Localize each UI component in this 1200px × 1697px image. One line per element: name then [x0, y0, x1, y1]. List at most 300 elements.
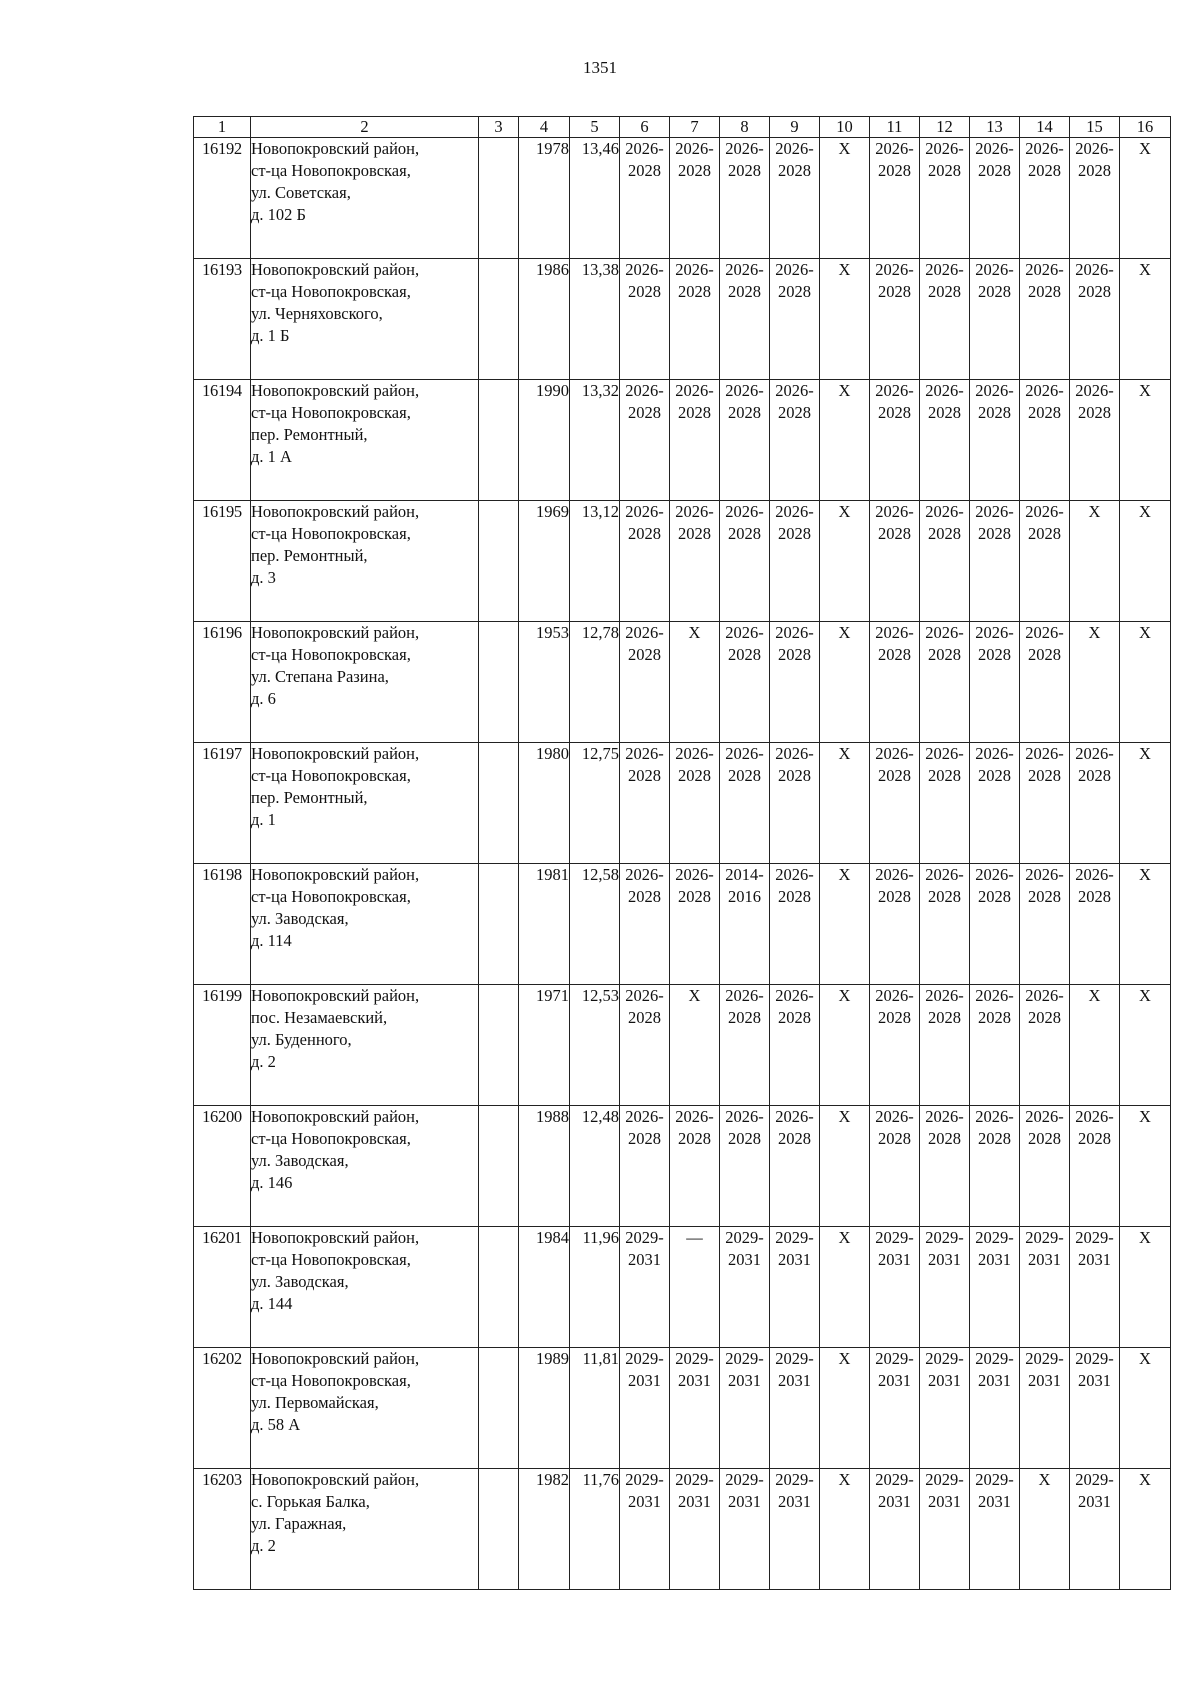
period-cell-col-9	[770, 622, 820, 743]
address-cell	[251, 1469, 479, 1590]
period-cell-col-12	[920, 1227, 970, 1348]
period-line: 2028	[978, 524, 1011, 543]
period-line: 2026-	[875, 139, 914, 158]
period-line: X	[838, 865, 851, 884]
value-cell: 12,78	[570, 622, 620, 743]
period-line: 2028	[1028, 524, 1061, 543]
period-cell-col-15	[1070, 864, 1120, 985]
period-line: X	[838, 139, 851, 158]
period-cell-col-12	[920, 1106, 970, 1227]
period-line: 2028	[778, 1008, 811, 1027]
period-cell-col-15	[1070, 622, 1120, 743]
column-header-12: 12	[920, 117, 970, 138]
period-line: 2026-	[1025, 381, 1064, 400]
record-number-cell: 16202	[194, 1348, 251, 1469]
period-cell-col-13	[970, 864, 1020, 985]
period-line: 2029-	[1025, 1228, 1064, 1247]
period-line: 2028	[1028, 1008, 1061, 1027]
address-line: ул. Заводская,	[251, 1272, 349, 1291]
period-cell-col-7	[670, 138, 720, 259]
period-line: 2026-	[625, 502, 664, 521]
period-cell-col-9	[770, 743, 820, 864]
period-line: 2026-	[875, 986, 914, 1005]
address-line: ст-ца Новопокровская,	[251, 524, 411, 543]
period-cell-col-7	[670, 1469, 720, 1590]
period-line: 2029-	[925, 1228, 964, 1247]
period-cell-col-15	[1070, 380, 1120, 501]
period-line: 2026-	[875, 381, 914, 400]
period-line: 2026-	[675, 1107, 714, 1126]
period-cell-col-16	[1120, 1469, 1171, 1590]
period-line: 2028	[1078, 766, 1111, 785]
address-line: д. 3	[251, 568, 276, 587]
address-line: д. 2	[251, 1052, 276, 1071]
period-line: 2029-	[875, 1228, 914, 1247]
value-cell: 12,53	[570, 985, 620, 1106]
period-line: X	[1139, 381, 1151, 400]
record-number-cell: 16203	[194, 1469, 251, 1590]
period-line: 2028	[728, 645, 761, 664]
period-line: 2028	[928, 766, 961, 785]
period-line: 2029-	[975, 1470, 1014, 1489]
period-cell-col-9	[770, 501, 820, 622]
address-line: ул. Заводская,	[251, 909, 349, 928]
period-cell-col-16	[1120, 1106, 1171, 1227]
period-line: 2028	[928, 524, 961, 543]
year-cell: 1986	[519, 259, 570, 380]
period-line: 2031	[728, 1492, 761, 1511]
period-line: 2028	[978, 403, 1011, 422]
period-line: 2031	[878, 1250, 911, 1269]
value-cell: 12,75	[570, 743, 620, 864]
period-cell-col-6	[620, 259, 670, 380]
period-line: 2026-	[725, 986, 764, 1005]
period-line: 2028	[978, 1129, 1011, 1148]
period-line: X	[838, 744, 851, 763]
period-line: 2029-	[1075, 1470, 1114, 1489]
period-line: 2026-	[1025, 623, 1064, 642]
period-line: 2028	[628, 282, 661, 301]
column-3-cell	[479, 864, 519, 985]
period-cell-col-12	[920, 1348, 970, 1469]
period-line: 2028	[878, 1129, 911, 1148]
value-cell: 13,38	[570, 259, 620, 380]
period-cell-col-11	[870, 380, 920, 501]
column-header-10: 10	[820, 117, 870, 138]
table-row	[194, 259, 1171, 380]
period-cell-col-15	[1070, 985, 1120, 1106]
period-line: 2028	[678, 1129, 711, 1148]
address-line: д. 114	[251, 931, 292, 950]
period-cell-col-16	[1120, 138, 1171, 259]
period-cell-col-12	[920, 743, 970, 864]
period-line: X	[838, 1228, 851, 1247]
period-line: X	[1139, 502, 1151, 521]
period-line: 2028	[778, 766, 811, 785]
period-line: 2028	[728, 766, 761, 785]
period-line: 2031	[878, 1492, 911, 1511]
period-cell-col-10	[820, 1348, 870, 1469]
period-line: 2028	[878, 1008, 911, 1027]
record-number-cell: 16192	[194, 138, 251, 259]
period-cell-col-15	[1070, 501, 1120, 622]
period-line: 2031	[878, 1371, 911, 1390]
period-line: 2031	[1028, 1250, 1061, 1269]
period-cell-col-8	[720, 864, 770, 985]
record-number-cell: 16197	[194, 743, 251, 864]
address-line: ст-ца Новопокровская,	[251, 766, 411, 785]
period-line: X	[838, 502, 851, 521]
period-cell-col-12	[920, 259, 970, 380]
period-line: 2031	[978, 1492, 1011, 1511]
period-line: 2028	[628, 161, 661, 180]
period-line: 2028	[628, 1008, 661, 1027]
year-cell: 1971	[519, 985, 570, 1106]
period-line: 2026-	[775, 260, 814, 279]
period-cell-col-10	[820, 1227, 870, 1348]
period-cell-col-12	[920, 864, 970, 985]
period-line: 2028	[778, 161, 811, 180]
period-line: 2026-	[625, 865, 664, 884]
period-line: 2026-	[925, 865, 964, 884]
period-line: 2029-	[925, 1349, 964, 1368]
period-line: 2026-	[1075, 744, 1114, 763]
column-header-6: 6	[620, 117, 670, 138]
record-number-cell: 16196	[194, 622, 251, 743]
period-line: 2026-	[925, 986, 964, 1005]
address-line: Новопокровский район,	[251, 1228, 420, 1247]
period-cell-col-9	[770, 380, 820, 501]
record-number-cell: 16193	[194, 259, 251, 380]
value-cell: 13,46	[570, 138, 620, 259]
period-cell-col-10	[820, 1469, 870, 1590]
period-line: X	[838, 1107, 851, 1126]
period-line: 2028	[878, 645, 911, 664]
period-line: 2028	[928, 1008, 961, 1027]
period-line: 2029-	[975, 1228, 1014, 1247]
period-line: 2028	[1078, 1129, 1111, 1148]
period-line: 2026-	[925, 139, 964, 158]
period-line: 2031	[628, 1250, 661, 1269]
period-line: 2031	[778, 1250, 811, 1269]
period-cell-col-11	[870, 1469, 920, 1590]
year-cell: 1969	[519, 501, 570, 622]
column-3-cell	[479, 501, 519, 622]
period-cell-col-11	[870, 864, 920, 985]
period-line: 2026-	[675, 139, 714, 158]
address-line: ул. Гаражная,	[251, 1514, 347, 1533]
period-cell-col-6	[620, 622, 670, 743]
record-number-cell: 16195	[194, 501, 251, 622]
period-cell-col-16	[1120, 1227, 1171, 1348]
period-line: 2028	[1078, 282, 1111, 301]
column-header-2: 2	[251, 117, 479, 138]
period-line: 2026-	[775, 139, 814, 158]
period-line: 2028	[728, 403, 761, 422]
period-cell-col-15	[1070, 1469, 1120, 1590]
period-line: 2028	[1028, 1129, 1061, 1148]
address-cell	[251, 1227, 479, 1348]
period-line: 2026-	[925, 623, 964, 642]
period-cell-col-8	[720, 380, 770, 501]
period-line: 2026-	[1025, 260, 1064, 279]
period-cell-col-16	[1120, 259, 1171, 380]
period-line: 2026-	[1075, 139, 1114, 158]
period-cell-col-11	[870, 1106, 920, 1227]
address-line: Новопокровский район,	[251, 623, 420, 642]
period-cell-col-9	[770, 1106, 820, 1227]
address-line: д. 1 А	[251, 447, 292, 466]
address-line: Новопокровский район,	[251, 1470, 420, 1489]
period-line: 2026-	[1025, 986, 1064, 1005]
year-cell: 1989	[519, 1348, 570, 1469]
period-line: 2028	[1078, 403, 1111, 422]
period-cell-col-13	[970, 1227, 1020, 1348]
period-cell-col-14	[1020, 1227, 1070, 1348]
period-line: 2028	[878, 282, 911, 301]
period-line: 2026-	[775, 502, 814, 521]
column-header-8: 8	[720, 117, 770, 138]
period-line: 2031	[1078, 1371, 1111, 1390]
period-line: 2026-	[725, 744, 764, 763]
address-line: Новопокровский район,	[251, 1349, 420, 1368]
period-line: 2026-	[875, 502, 914, 521]
address-line: д. 144	[251, 1294, 293, 1313]
period-line: 2031	[778, 1492, 811, 1511]
period-line: 2028	[678, 161, 711, 180]
column-header-1: 1	[194, 117, 251, 138]
period-line: 2031	[1028, 1371, 1061, 1390]
period-cell-col-12	[920, 1469, 970, 1590]
period-cell-col-7	[670, 622, 720, 743]
period-cell-col-7	[670, 501, 720, 622]
period-line: 2026-	[725, 139, 764, 158]
period-line: 2026-	[725, 502, 764, 521]
value-cell: 13,32	[570, 380, 620, 501]
period-line: 2026-	[975, 623, 1014, 642]
address-line: пос. Незамаевский,	[251, 1008, 388, 1027]
period-cell-col-14	[1020, 622, 1070, 743]
period-line: 2026-	[1075, 260, 1114, 279]
column-header-16: 16	[1120, 117, 1171, 138]
year-cell: 1982	[519, 1469, 570, 1590]
period-line: 2028	[728, 282, 761, 301]
period-line: 2028	[678, 403, 711, 422]
period-cell-col-6	[620, 864, 670, 985]
period-line: 2029-	[625, 1228, 664, 1247]
address-line: ул. Буденного,	[251, 1030, 352, 1049]
period-line: 2028	[928, 887, 961, 906]
period-line: 2028	[678, 524, 711, 543]
address-cell	[251, 985, 479, 1106]
table-row	[194, 1348, 1171, 1469]
period-line: X	[1139, 1107, 1151, 1126]
column-header-3: 3	[479, 117, 519, 138]
period-cell-col-16	[1120, 864, 1171, 985]
period-cell-col-6	[620, 138, 670, 259]
period-cell-col-10	[820, 743, 870, 864]
period-line: 2026-	[975, 744, 1014, 763]
period-cell-col-8	[720, 138, 770, 259]
period-line: 2016	[728, 887, 761, 906]
period-line: 2026-	[725, 623, 764, 642]
table-row	[194, 1106, 1171, 1227]
address-line: ст-ца Новопокровская,	[251, 282, 411, 301]
year-cell: 1980	[519, 743, 570, 864]
period-cell-col-15	[1070, 1227, 1120, 1348]
period-cell-col-11	[870, 743, 920, 864]
period-cell-col-6	[620, 501, 670, 622]
column-3-cell	[479, 380, 519, 501]
column-3-cell	[479, 985, 519, 1106]
period-line: 2029-	[875, 1470, 914, 1489]
period-line: 2031	[978, 1250, 1011, 1269]
table-row	[194, 1469, 1171, 1590]
period-line: 2026-	[875, 623, 914, 642]
period-cell-col-11	[870, 1348, 920, 1469]
value-cell: 11,76	[570, 1469, 620, 1590]
period-line: X	[1139, 865, 1151, 884]
period-line: 2028	[678, 282, 711, 301]
period-line: 2026-	[1075, 1107, 1114, 1126]
period-cell-col-14	[1020, 743, 1070, 864]
page-number: 1351	[583, 58, 617, 77]
period-line: X	[1139, 1349, 1151, 1368]
period-line: 2026-	[675, 744, 714, 763]
period-cell-col-13	[970, 501, 1020, 622]
period-cell-col-11	[870, 501, 920, 622]
period-cell-col-10	[820, 864, 870, 985]
period-line: 2026-	[975, 1107, 1014, 1126]
period-line: 2028	[978, 887, 1011, 906]
period-cell-col-8	[720, 985, 770, 1106]
period-cell-col-13	[970, 622, 1020, 743]
address-cell	[251, 259, 479, 380]
period-line: 2029-	[775, 1349, 814, 1368]
period-cell-col-15	[1070, 743, 1120, 864]
period-line: 2026-	[625, 381, 664, 400]
period-cell-col-7	[670, 985, 720, 1106]
period-cell-col-11	[870, 985, 920, 1106]
period-line: 2026-	[625, 744, 664, 763]
period-cell-col-6	[620, 743, 670, 864]
period-cell-col-16	[1120, 743, 1171, 864]
period-line: 2026-	[775, 381, 814, 400]
period-line: X	[1139, 139, 1151, 158]
period-line: X	[1139, 1228, 1151, 1247]
period-line: 2026-	[875, 260, 914, 279]
column-header-11: 11	[870, 117, 920, 138]
period-cell-col-7	[670, 743, 720, 864]
period-line: 2028	[978, 766, 1011, 785]
column-3-cell	[479, 622, 519, 743]
period-cell-col-8	[720, 1348, 770, 1469]
period-cell-col-13	[970, 1348, 1020, 1469]
period-cell-col-13	[970, 380, 1020, 501]
period-line: X	[1139, 623, 1151, 642]
period-line: 2026-	[625, 139, 664, 158]
period-line: 2028	[778, 887, 811, 906]
period-line: 2028	[778, 1129, 811, 1148]
period-cell-col-8	[720, 1106, 770, 1227]
period-cell-col-14	[1020, 1348, 1070, 1469]
period-line: 2028	[878, 161, 911, 180]
period-cell-col-9	[770, 1227, 820, 1348]
column-header-14: 14	[1020, 117, 1070, 138]
period-line: 2029-	[975, 1349, 1014, 1368]
address-line: д. 2	[251, 1536, 276, 1555]
column-header-4: 4	[519, 117, 570, 138]
period-line: 2026-	[1025, 865, 1064, 884]
period-line: 2031	[1078, 1492, 1111, 1511]
period-line: 2026-	[975, 865, 1014, 884]
period-line: X	[1088, 623, 1101, 642]
period-cell-col-8	[720, 501, 770, 622]
period-cell-col-10	[820, 380, 870, 501]
address-line: Новопокровский район,	[251, 865, 420, 884]
period-line: 2031	[928, 1371, 961, 1390]
period-cell-col-13	[970, 1106, 1020, 1227]
address-line: Новопокровский район,	[251, 986, 420, 1005]
period-line: 2026-	[1025, 744, 1064, 763]
period-line: 2028	[778, 403, 811, 422]
period-cell-col-13	[970, 1469, 1020, 1590]
value-cell: 13,12	[570, 501, 620, 622]
period-line: 2029-	[725, 1470, 764, 1489]
period-line: 2028	[978, 1008, 1011, 1027]
column-3-cell	[479, 1106, 519, 1227]
period-cell-col-13	[970, 259, 1020, 380]
column-3-cell	[479, 259, 519, 380]
period-line: 2028	[928, 161, 961, 180]
address-line: с. Горькая Балка,	[251, 1492, 370, 1511]
period-cell-col-9	[770, 138, 820, 259]
period-line: 2026-	[675, 381, 714, 400]
period-line: 2026-	[1025, 139, 1064, 158]
address-cell	[251, 622, 479, 743]
table-row	[194, 985, 1171, 1106]
period-line: 2029-	[775, 1470, 814, 1489]
period-cell-col-15	[1070, 259, 1120, 380]
record-number-cell: 16201	[194, 1227, 251, 1348]
period-cell-col-16	[1120, 1348, 1171, 1469]
period-line: 2026-	[725, 260, 764, 279]
period-line: 2031	[678, 1371, 711, 1390]
value-cell: 12,58	[570, 864, 620, 985]
period-line: 2028	[728, 1129, 761, 1148]
period-cell-col-7	[670, 1106, 720, 1227]
period-line: 2028	[628, 1129, 661, 1148]
period-line: X	[1088, 502, 1101, 521]
period-line: X	[688, 623, 701, 642]
period-line: X	[838, 1470, 851, 1489]
period-line: 2031	[928, 1250, 961, 1269]
period-line: 2029-	[725, 1228, 764, 1247]
period-cell-col-12	[920, 501, 970, 622]
table-row	[194, 380, 1171, 501]
period-cell-col-6	[620, 1469, 670, 1590]
address-cell	[251, 1348, 479, 1469]
period-line: 2026-	[675, 865, 714, 884]
period-line: 2029-	[775, 1228, 814, 1247]
period-line: 2026-	[925, 1107, 964, 1126]
register-table	[193, 116, 1171, 1590]
address-line: ул. Заводская,	[251, 1151, 349, 1170]
period-cell-col-14	[1020, 138, 1070, 259]
table-row	[194, 743, 1171, 864]
period-line: 2028	[728, 524, 761, 543]
period-line: 2029-	[625, 1470, 664, 1489]
